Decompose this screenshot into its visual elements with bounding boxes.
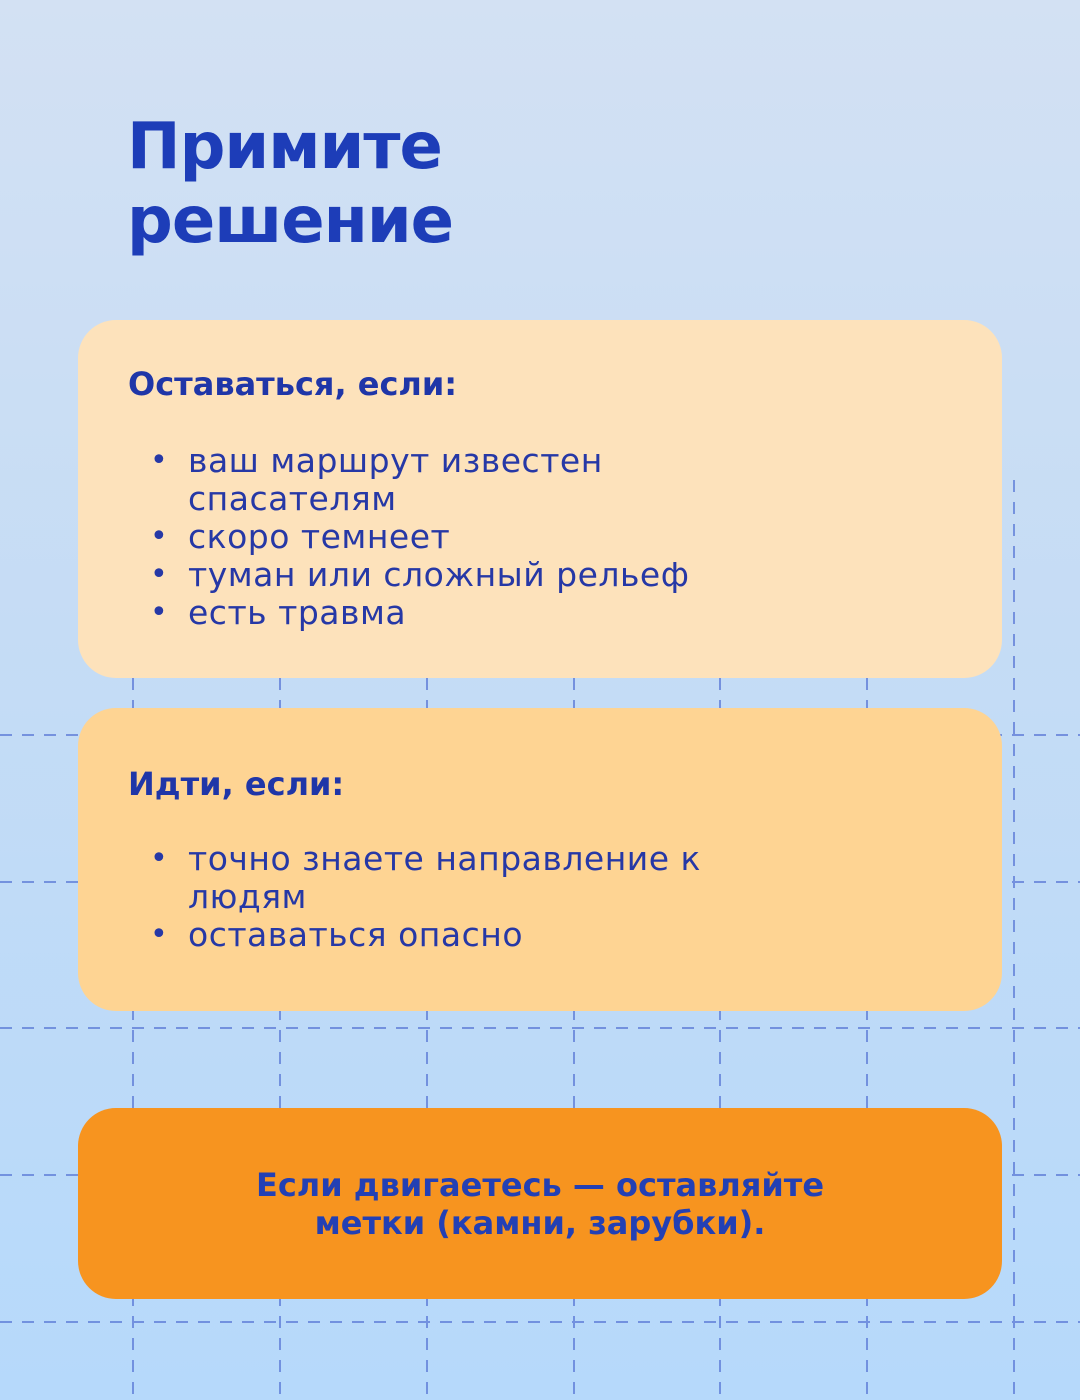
- list-item: [146, 840, 708, 916]
- go-card-heading: Идти, если:: [128, 765, 345, 803]
- bullet-icon: •: [150, 595, 169, 630]
- bullet-icon: •: [150, 557, 169, 592]
- list-item: [146, 594, 708, 632]
- tip-card: [78, 1108, 1002, 1299]
- list-item-text: скоро темнеет: [188, 517, 451, 556]
- bullet-icon: •: [150, 917, 169, 952]
- title-line-2: решение: [127, 184, 454, 258]
- list-item-text: есть травма: [188, 593, 407, 632]
- list-item: [146, 442, 708, 518]
- go-conditions-list: [146, 840, 708, 954]
- stay-card-heading: Оставаться, если:: [128, 365, 458, 403]
- go-conditions-card: [78, 708, 1002, 1011]
- list-item: [146, 916, 708, 954]
- list-item: [146, 518, 708, 556]
- bullet-icon: •: [150, 519, 169, 554]
- tip-line-1: Если двигаетесь — оставляйте: [255, 1165, 825, 1204]
- list-item: [146, 556, 708, 594]
- tip-text: [256, 1166, 824, 1242]
- page-title: [127, 110, 453, 258]
- list-item-text: ваш маршрут известен спасателям: [188, 441, 603, 518]
- bullet-icon: •: [150, 443, 169, 478]
- bullet-icon: •: [150, 841, 169, 876]
- list-item-text: точно знаете направление к людям: [188, 839, 701, 916]
- title-line-1: Примите: [127, 110, 442, 184]
- stay-conditions-list: [146, 442, 708, 632]
- list-item-text: туман или сложный рельеф: [188, 555, 690, 594]
- tip-line-2: метки (камни, зарубки).: [314, 1203, 766, 1242]
- list-item-text: оставаться опасно: [188, 915, 524, 954]
- stay-conditions-card: [78, 320, 1002, 678]
